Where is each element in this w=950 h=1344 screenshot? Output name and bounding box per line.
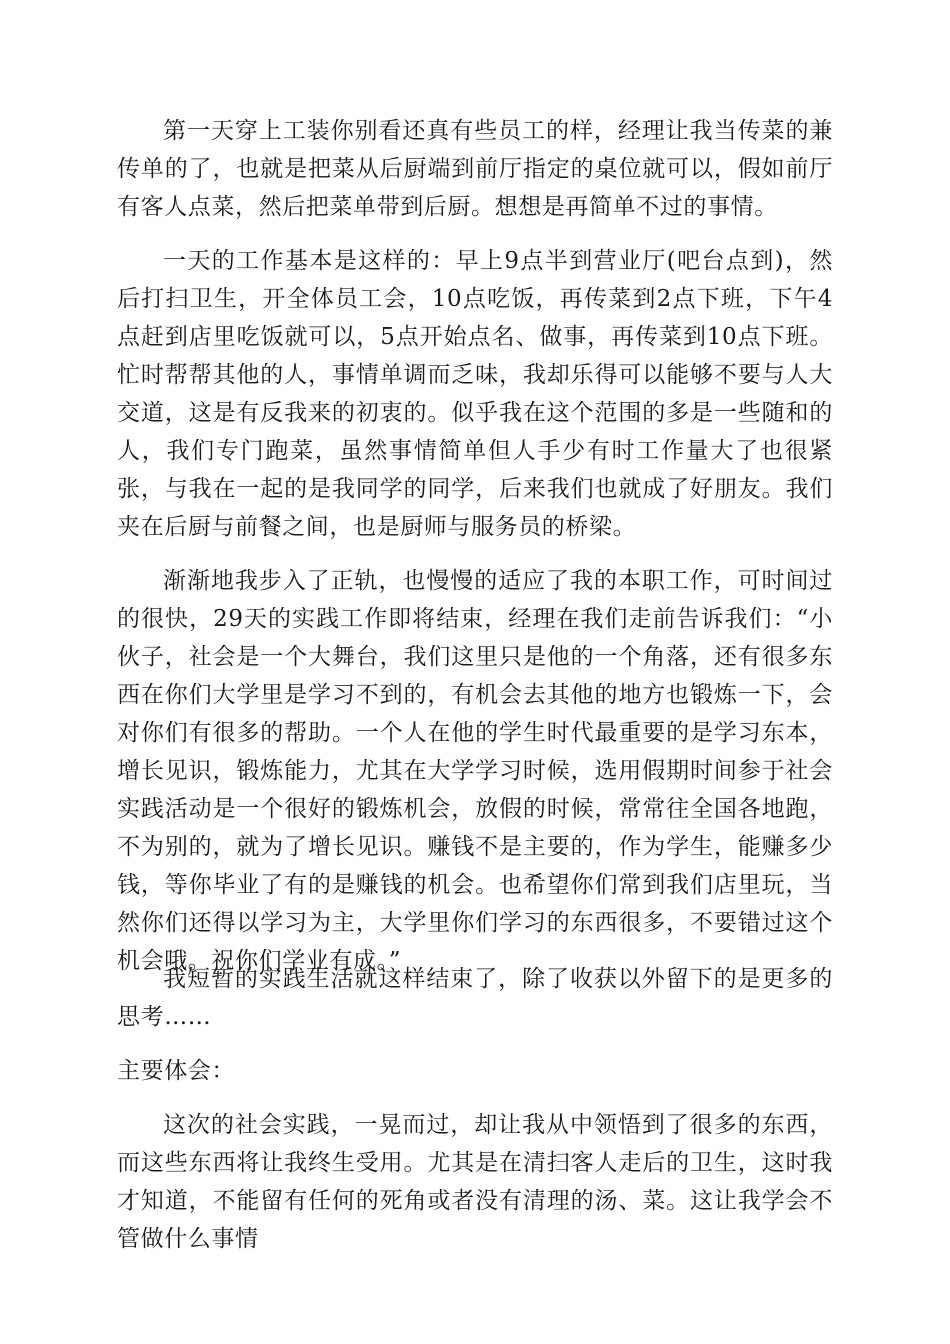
paragraph-reflection: 这次的社会实践，一晃而过，却让我从中领悟到了很多的东西，而这些东西将让我终生受用。尤其是在清扫客人走后的卫生，这时我才知道，不能留有任何的死角或者没有清理的汤、菜。这让我学会不管做什么事情 (117, 1112, 833, 1252)
paragraph-first-day: 第一天穿上工装你别看还真有些员工的样，经理让我当传菜的兼传单的了，也就是把菜从后厨端到前厅指定的桌位就可以，假如前厅有客人点菜，然后把菜单带到后厨。想想是再简单不过的事情。 (117, 118, 833, 220)
paragraph-daily-routine: 一天的工作基本是这样的：早上9点半到营业厅(吧台点到)，然后打扫卫生，开全体员工会，10点吃饭，再传菜到2点下班，下午4点赶到店里吃饭就可以，5点开始点名、做事，再传菜到10点下班。忙时帮帮其他的人，事情单调而乏味，我却乐得可以能够不要与人大交道，这是有反我来的初衷的。似乎我在这个范围的多是一些随和的人，我们专门跑菜，虽然事情简单但人手少有时工作量大了也很紧张，与我在一起的是我同学的同学，后来我们也就成了好朋友。我们夹在后厨与前餐之间，也是厨师与服务员的桥梁。 (117, 248, 833, 540)
paragraph-conclusion: 我短暂的实践生活就这样结束了，除了收获以外留下的是更多的思考…… (117, 966, 833, 1030)
section-heading: 主要体会： (117, 1058, 235, 1084)
paragraph-manager-advice: 渐渐地我步入了正轨，也慢慢的适应了我的本职工作，可时间过的很快，29天的实践工作即将结束，经理在我们走前告诉我们：“小伙子，社会是一个大舞台，我们这里只是他的一个角落，还有很多东西在你们大学里是学习不到的，有机会去其他的地方也锻炼一下，会对你们有很多的帮助。一个人在他的学生时代最重要的是学习东本，增长见识，锻炼能力，尤其在大学学习时候，选用假期时间参于社会实践活动是一个很好的锻炼机会，放假的时候，常常往全国各地跑，不为别的，就为了增长见识。赚钱不是主要的，作为学生，能赚多少钱，等你毕业了有的是赚钱的机会。也希望你们常到我们店里玩，当然你们还得以学习为主，大学里你们学习的东西很多，不要错过这个机会哦。祝你们学业有成。” (117, 568, 833, 974)
